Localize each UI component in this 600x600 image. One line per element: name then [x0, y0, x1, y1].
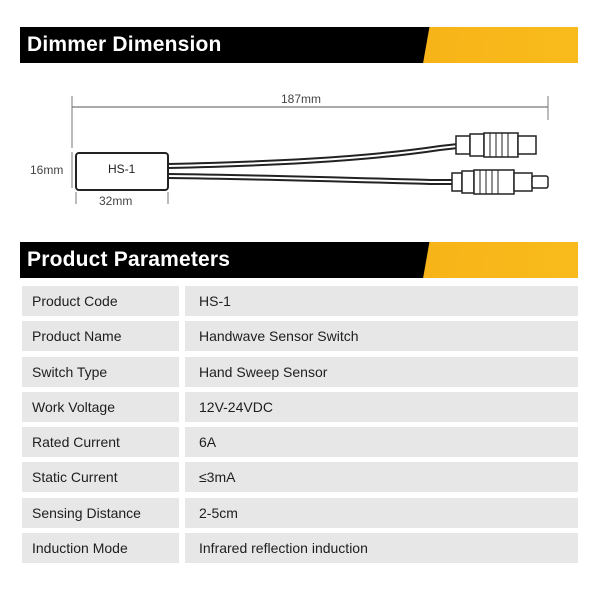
parameters-banner	[20, 242, 578, 278]
dimension-title: Dimmer Dimension	[27, 33, 222, 56]
dimension-banner	[20, 27, 578, 63]
table-row	[22, 392, 578, 422]
param-name: Product Code	[22, 286, 179, 316]
table-row	[22, 462, 578, 492]
param-name: Induction Mode	[22, 533, 179, 563]
param-value: Hand Sweep Sensor	[185, 357, 578, 387]
param-name: Product Name	[22, 321, 179, 351]
param-value: 12V-24VDC	[185, 392, 578, 422]
parameters-table	[22, 286, 578, 568]
param-value: Handwave Sensor Switch	[185, 321, 578, 351]
param-name: Rated Current	[22, 427, 179, 457]
param-name: Static Current	[22, 462, 179, 492]
param-value: HS-1	[185, 286, 578, 316]
parameters-title: Product Parameters	[27, 248, 231, 271]
table-row	[22, 286, 578, 316]
table-row	[22, 427, 578, 457]
param-name: Sensing Distance	[22, 498, 179, 528]
male-connector	[452, 170, 548, 194]
param-value: 2-5cm	[185, 498, 578, 528]
table-row	[22, 321, 578, 351]
param-value: ≤3mA	[185, 462, 578, 492]
param-name: Switch Type	[22, 357, 179, 387]
param-name: Work Voltage	[22, 392, 179, 422]
table-row	[22, 533, 578, 563]
table-row	[22, 498, 578, 528]
width-label: 32mm	[99, 194, 133, 208]
length-label: 187mm	[281, 92, 322, 106]
table-row	[22, 357, 578, 387]
height-label: 16mm	[30, 163, 64, 177]
param-value: 6A	[185, 427, 578, 457]
female-connector	[456, 133, 536, 157]
dimension-diagram	[0, 80, 600, 220]
param-value: Infrared reflection induction	[185, 533, 578, 563]
sensor-model-label: HS-1	[108, 162, 136, 176]
